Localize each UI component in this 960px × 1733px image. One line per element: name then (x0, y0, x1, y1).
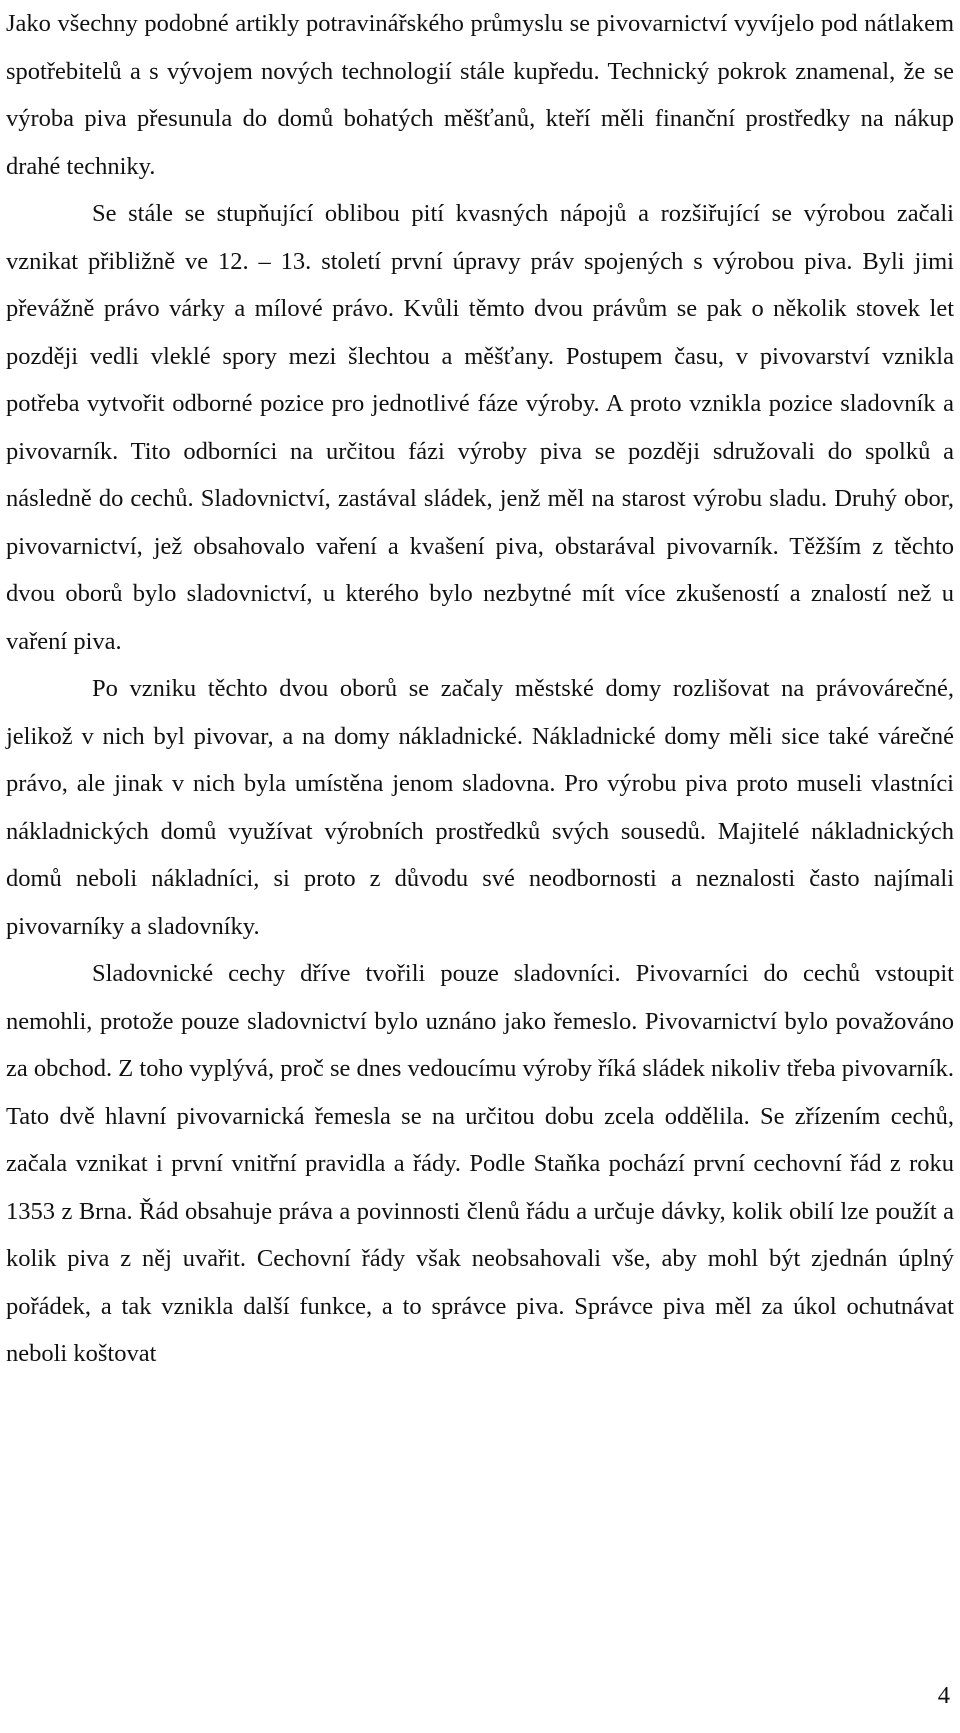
paragraph-2: Se stále se stupňující oblibou pití kvasných nápojů a rozšiřující se výrobou začali vznikat přibližně ve 12. – 13. století první úpravy práv spojených s výrobou piva. Byli jimi převážně právo várky a mílové právo. Kvůli těmto dvou právům se pak o několik stovek let později vedli vleklé spory mezi šlechtou a měšťany. Postupem času, v pivovarství vznikla potřeba vytvořit odborné pozice pro jednotlivé fáze výroby. A proto vznikla pozice sladovník a pivovarník. Tito odborníci na určitou fázi výroby piva se později sdružovali do spolků a následně do cechů. Sladovnictví, zastával sládek, jenž měl na starost výrobu sladu. Druhý obor, pivovarnictví, jež obsahovalo vaření a kvašení piva, obstarával pivovarník. Těžším z těchto dvou oborů bylo sladovnictví, u kterého bylo nezbytné mít více zkušeností a znalostí než u vaření piva. (6, 200, 954, 655)
page-number: 4 (937, 1682, 950, 1709)
paragraph-1: Jako všechny podobné artikly potravinářského průmyslu se pivovarnictví vyvíjelo pod nátlakem spotřebitelů a s vývojem nových technologií stále kupředu. Technický pokrok znamenal, že se výroba piva přesunula do domů bohatých měšťanů, kteří měli finanční prostředky na nákup drahé techniky. (6, 10, 954, 180)
paragraph-3: Po vzniku těchto dvou oborů se začaly městské domy rozlišovat na právovárečné, jelikož v nich byl pivovar, a na domy nákladnické. Nákladnické domy měli sice také várečné právo, ale jinak v nich byla umístěna jenom sladovna. Pro výrobu piva proto museli vlastníci nákladnických domů využívat výrobních prostředků svých sousedů. Majitelé nákladnických domů neboli nákladníci, si proto z důvodu své neodbornosti a neznalosti často najímali pivovarníky a sladovníky. (6, 675, 954, 940)
document-page (6, 0, 954, 1378)
paragraph-4: Sladovnické cechy dříve tvořili pouze sladovníci. Pivovarníci do cechů vstoupit nemohli, protože pouze sladovnictví bylo uznáno jako řemeslo. Pivovarnictví bylo považováno za obchod. Z toho vyplývá, proč se dnes vedoucímu výroby říká sládek nikoliv třeba pivovarník. Tato dvě hlavní pivovarnická řemesla se na určitou dobu zcela oddělila. Se zřízením cechů, začala vznikat i první vnitřní pravidla a řády. Podle Staňka pochází první cechovní řád z roku 1353 z Brna. Řád obsahuje práva a povinnosti členů řádu a určuje dávky, kolik obilí lze použít a kolik piva z něj uvařit. Cechovní řády však neobsahovali vše, aby mohl být zjednán úplný pořádek, a tak vznikla další funkce, a to správce piva. Správce piva měl za úkol ochutnávat neboli koštovat (6, 960, 954, 1367)
